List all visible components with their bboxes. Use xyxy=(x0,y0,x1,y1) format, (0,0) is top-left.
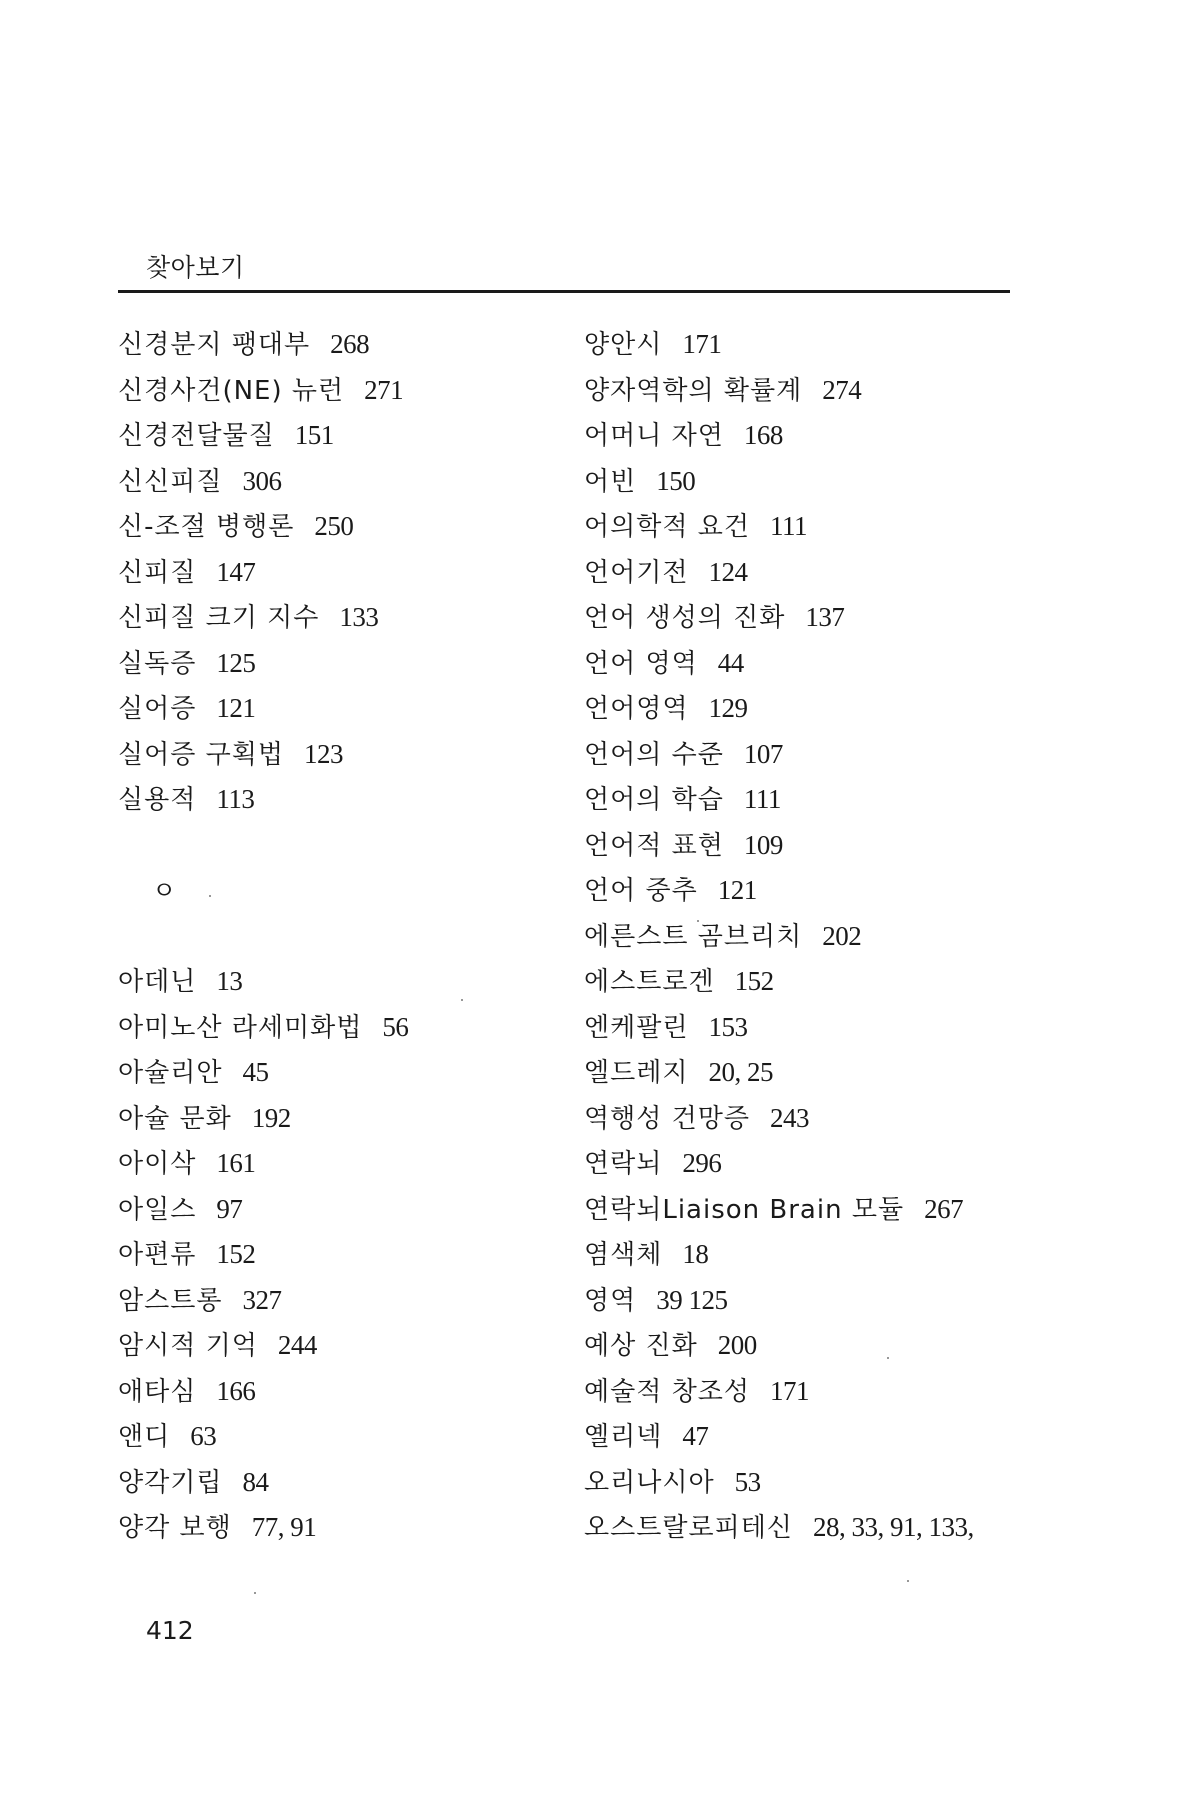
index-term: 역행성 건망증 xyxy=(584,1103,750,1134)
index-entry xyxy=(118,732,578,778)
index-page-refs: 84 xyxy=(242,1466,269,1497)
index-page-refs: 107 xyxy=(743,738,783,769)
index-page-refs: 153 xyxy=(708,1011,748,1042)
index-entry xyxy=(584,595,1044,641)
index-page-refs: 97 xyxy=(216,1193,243,1224)
index-entry xyxy=(118,777,578,823)
index-column-right xyxy=(584,322,1044,1551)
index-term: 에스트로겐 xyxy=(584,967,715,997)
index-term: 실독증 xyxy=(118,648,197,679)
index-entry xyxy=(584,413,1044,459)
index-term: 연락뇌Liaison Brain 모듈 xyxy=(584,1194,905,1225)
index-term: 언어영역 xyxy=(584,694,689,724)
index-term: 아슐 문화 xyxy=(118,1103,232,1134)
index-page-refs: 47 xyxy=(682,1421,709,1451)
index-entry xyxy=(118,1369,578,1415)
index-entry xyxy=(118,413,578,459)
index-page-refs: 111 xyxy=(743,784,781,814)
index-term: 언어 중추 xyxy=(584,876,698,906)
index-term: 신피질 xyxy=(118,557,197,588)
index-page-refs: 168 xyxy=(743,420,783,450)
index-page-refs: 45 xyxy=(242,1057,269,1087)
index-entry xyxy=(118,1232,578,1278)
index-column-left xyxy=(118,322,578,1551)
scan-speck xyxy=(209,895,211,897)
index-page-refs: 296 xyxy=(682,1148,722,1178)
index-term: 언어기전 xyxy=(584,557,689,588)
index-page-refs: 13 xyxy=(216,966,243,996)
index-entry xyxy=(118,595,578,641)
scan-speck xyxy=(907,1580,909,1582)
index-page-refs: 274 xyxy=(822,374,862,405)
index-entry xyxy=(118,1414,578,1460)
index-term: 양안시 xyxy=(584,330,663,360)
index-term: 예상 진화 xyxy=(584,1331,698,1361)
index-page-refs: 129 xyxy=(708,693,748,723)
index-entry xyxy=(118,686,578,732)
index-term: 아편류 xyxy=(118,1240,197,1270)
index-page-refs: 147 xyxy=(216,556,256,587)
index-term: 언어 영역 xyxy=(584,648,698,679)
index-entry xyxy=(118,504,578,550)
index-term: ㅇ xyxy=(152,876,177,905)
index-term: 실어증 xyxy=(118,694,197,724)
page-number: 412 xyxy=(146,1616,194,1645)
index-page-refs: 151 xyxy=(294,420,334,450)
index-page-refs: 200 xyxy=(717,1330,757,1360)
index-entry xyxy=(584,1278,1044,1324)
index-term: 오스트랄로피테신 xyxy=(584,1513,793,1543)
scan-speck xyxy=(887,1357,889,1359)
index-term: 옐리넥 xyxy=(584,1422,663,1452)
index-term: 언어의 수준 xyxy=(584,739,724,770)
index-entry xyxy=(118,1005,578,1051)
index-page-refs: 125 xyxy=(216,647,256,678)
index-term: 실용적 xyxy=(118,785,197,815)
index-entry xyxy=(584,1232,1044,1278)
index-spacer xyxy=(118,914,578,960)
index-term: 신신피질 xyxy=(118,466,223,497)
index-entry xyxy=(584,1460,1044,1506)
index-page-refs: 171 xyxy=(682,329,722,359)
index-entry xyxy=(118,1141,578,1187)
header-rule xyxy=(118,290,1010,293)
index-page-refs: 306 xyxy=(242,465,282,496)
index-entry xyxy=(584,868,1044,914)
index-page-refs: 56 xyxy=(382,1011,409,1042)
index-page-refs: 113 xyxy=(216,784,255,814)
index-entry xyxy=(584,686,1044,732)
index-page-refs: 161 xyxy=(216,1148,256,1178)
index-entry xyxy=(118,959,578,1005)
index-page-refs: 63 xyxy=(190,1421,217,1451)
index-term: 오리나시아 xyxy=(584,1467,715,1498)
index-term: 아슐리안 xyxy=(118,1058,223,1088)
index-page-refs: 39 125 xyxy=(656,1284,728,1315)
index-page-refs: 137 xyxy=(805,602,845,632)
index-page-refs: 121 xyxy=(717,875,757,905)
index-entry xyxy=(584,777,1044,823)
index-page-refs: 18 xyxy=(682,1239,709,1269)
index-entry xyxy=(584,641,1044,687)
index-page-refs: 28, 33, 91, 133, xyxy=(812,1512,974,1542)
index-entry xyxy=(118,322,578,368)
index-page-refs: 111 xyxy=(769,511,807,541)
index-term: 신경전달물질 xyxy=(118,421,275,451)
index-page-refs: 20, 25 xyxy=(708,1057,773,1087)
index-entry xyxy=(584,1005,1044,1051)
running-header xyxy=(118,246,1010,292)
index-entry xyxy=(584,1369,1044,1415)
index-term: 신경사건(NE) 뉴런 xyxy=(118,375,345,406)
scan-speck xyxy=(697,920,699,922)
section-title: 찾아보기 xyxy=(146,253,245,282)
index-entry xyxy=(584,1096,1044,1142)
index-term: 양자역학의 확률계 xyxy=(584,375,803,406)
index-page-refs: 202 xyxy=(822,920,862,951)
index-entry xyxy=(584,368,1044,414)
index-entry xyxy=(118,1050,578,1096)
index-entry xyxy=(118,550,578,596)
index-term: 암스트롱 xyxy=(118,1285,223,1316)
index-page-refs: 171 xyxy=(769,1375,809,1406)
index-term: 영역 xyxy=(584,1285,637,1316)
index-term: 앤디 xyxy=(118,1422,171,1452)
index-page-refs: 244 xyxy=(277,1330,317,1360)
index-page-refs: 268 xyxy=(330,329,370,359)
index-entry xyxy=(584,1414,1044,1460)
index-term: 언어의 학습 xyxy=(584,785,724,815)
index-term: 예술적 창조성 xyxy=(584,1376,750,1407)
index-entry xyxy=(584,823,1044,869)
index-term: 애타심 xyxy=(118,1376,197,1407)
index-term: 아데닌 xyxy=(118,967,197,997)
index-entry xyxy=(118,459,578,505)
index-term: 아미노산 라세미화법 xyxy=(118,1012,363,1043)
index-term: 언어 생성의 진화 xyxy=(584,603,786,633)
index-entry xyxy=(584,1187,1044,1233)
index-term: 에른스트 곰브리치 xyxy=(584,921,803,952)
index-entry xyxy=(584,1505,1044,1551)
index-page-refs: 133 xyxy=(339,602,379,632)
index-spacer xyxy=(118,823,578,869)
index-entry xyxy=(118,1505,578,1551)
index-term: 아이삭 xyxy=(118,1149,197,1179)
index-page-refs: 192 xyxy=(251,1102,291,1133)
index-entry xyxy=(118,1278,578,1324)
index-entry xyxy=(584,914,1044,960)
index-page-refs: 166 xyxy=(216,1375,256,1406)
index-page-refs: 271 xyxy=(364,374,404,405)
index-entry xyxy=(584,959,1044,1005)
index-entry xyxy=(584,1141,1044,1187)
index-term: 염색체 xyxy=(584,1240,663,1270)
index-entry xyxy=(584,1050,1044,1096)
index-term: 엘드레지 xyxy=(584,1058,689,1088)
index-entry xyxy=(118,368,578,414)
index-entry xyxy=(584,550,1044,596)
index-entry xyxy=(118,1323,578,1369)
index-page-refs: 152 xyxy=(216,1239,256,1269)
index-page-refs: 77, 91 xyxy=(251,1512,317,1542)
index-entry xyxy=(118,1187,578,1233)
index-term: 언어적 표현 xyxy=(584,830,724,861)
index-page-refs: 123 xyxy=(303,738,343,769)
index-page-refs: 250 xyxy=(314,511,354,541)
index-term: 어의학적 요건 xyxy=(584,512,750,542)
index-entry xyxy=(118,641,578,687)
index-term: 신-조절 병행론 xyxy=(118,512,295,542)
index-term: 실어증 구획법 xyxy=(118,739,284,770)
index-term: 양각기립 xyxy=(118,1467,223,1498)
index-term: 신경분지 팽대부 xyxy=(118,330,311,360)
index-term: 엔케팔린 xyxy=(584,1012,689,1043)
index-entry xyxy=(118,1096,578,1142)
index-term: 신피질 크기 지수 xyxy=(118,603,320,633)
index-entry xyxy=(584,1323,1044,1369)
index-page-refs: 124 xyxy=(708,556,748,587)
index-term: 어머니 자연 xyxy=(584,421,724,451)
index-entry xyxy=(584,732,1044,778)
index-page-refs: 243 xyxy=(769,1102,809,1133)
index-page-refs: 327 xyxy=(242,1284,282,1315)
index-section-letter xyxy=(118,868,578,914)
index-entry xyxy=(118,1460,578,1506)
index-term: 연락뇌 xyxy=(584,1149,663,1179)
index-page-refs: 152 xyxy=(734,966,774,996)
index-page-refs: 267 xyxy=(924,1193,964,1224)
index-page-refs: 109 xyxy=(743,829,783,860)
index-term: 아일스 xyxy=(118,1194,197,1225)
scan-speck xyxy=(461,999,463,1001)
index-term: 어빈 xyxy=(584,466,637,497)
index-page-refs: 53 xyxy=(734,1466,761,1497)
index-page-refs: 150 xyxy=(656,465,696,496)
index-page-refs: 44 xyxy=(717,647,744,678)
scan-speck xyxy=(254,1592,256,1594)
index-entry xyxy=(584,504,1044,550)
index-page-refs: 121 xyxy=(216,693,256,723)
index-entry xyxy=(584,322,1044,368)
index-entry xyxy=(584,459,1044,505)
index-term: 양각 보행 xyxy=(118,1513,232,1543)
index-term: 암시적 기억 xyxy=(118,1331,258,1361)
